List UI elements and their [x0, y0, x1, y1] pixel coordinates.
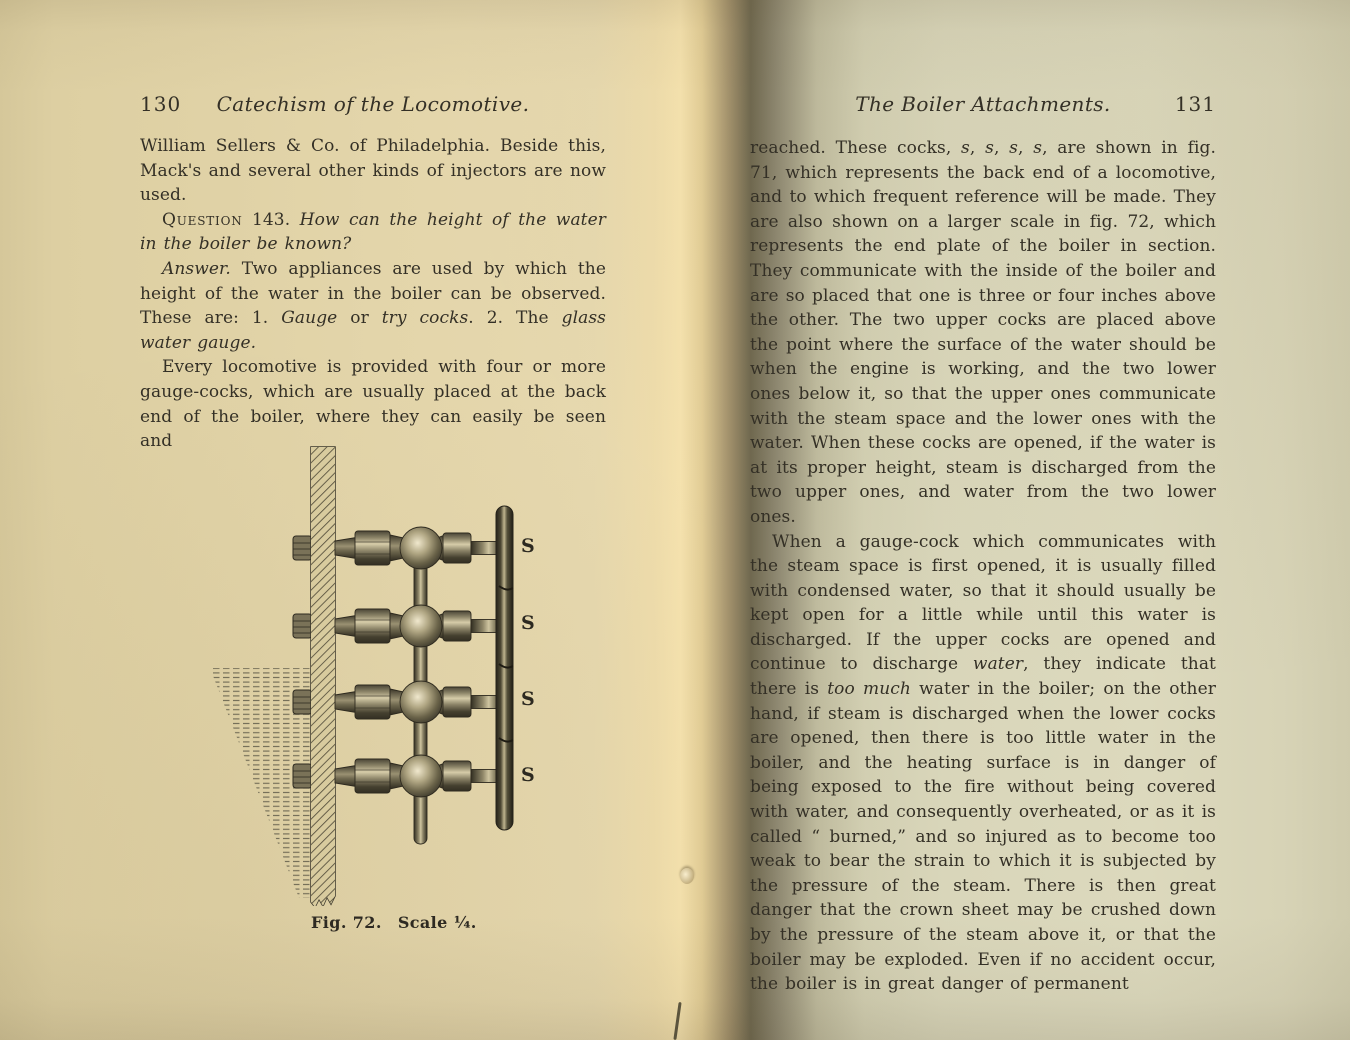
text-run: Gauge — [281, 308, 338, 329]
figure-caption-scale: Scale ¼. — [397, 913, 477, 932]
text-run: Question — [162, 209, 243, 230]
text-run: When a gauge-cock which communicates with the steam space is first opened, it is usually filled with condensed water, so that it should usually be kept open for a little while until this water is discharged. If the upper cocks are opened and continue to discharge — [750, 531, 1216, 675]
s-label: S — [521, 535, 535, 557]
gauge-cock — [335, 755, 505, 797]
right-page-header — [750, 92, 1216, 116]
s-label: S — [521, 688, 535, 710]
text-run: water in the boiler; on the other hand, if steam is discharged when the lower cocks are opened, then there is too little water in the boiler, and the heating surface is in danger of being exposed to the fire without being covered with water, and consequently overheated, or as it is called “ burned,” and so injured as to become too weak to bear the strain to which it is subjected by the pressure of the steam. There is then great danger that the crown sheet may be crushed down by the pressure of the steam above it, or that the boiler may be exploded. Even if no accident occur, the boiler is in great danger of permanent — [750, 679, 1216, 995]
right-running-title: The Boiler Attachments. — [855, 92, 1111, 116]
text-run: s — [1009, 138, 1018, 158]
text-run: , — [969, 138, 986, 158]
left-text-column — [140, 134, 606, 454]
right-page-number: 131 — [1174, 92, 1216, 116]
text-run: , — [1018, 138, 1034, 158]
left-page-number: 130 — [140, 92, 182, 116]
paragraph — [140, 134, 606, 208]
figure-caption — [311, 913, 477, 932]
text-run: , — [993, 138, 1010, 158]
figure-caption-label: Fig. 72. — [311, 913, 382, 932]
s-label: S — [521, 764, 535, 786]
gauge-cock — [335, 527, 505, 569]
gauge-cock — [335, 605, 505, 647]
text-run: s — [961, 138, 970, 158]
text-run: s — [985, 138, 994, 158]
text-run: , are shown in fig. 71, which represents the back end of a locomotive, and to which frequent reference will be made. They are also shown on a larger scale in fig. 72, which represents the end plate of the boiler in section. They communicate with the inside of the boiler and are so placed that one is three or four inches above the other. The two upper cocks are placed above the point where the surface of the water should be when the engine is working, and the two lower ones below it, so that the upper ones communicate with the steam space and the lower ones with the water. When these cocks are opened, if the water is at its proper height, steam is discharged from the two upper ones, and water from the two lower ones. — [750, 138, 1216, 527]
gauge-cocks-illustration — [193, 436, 625, 906]
gutter-nick — [680, 868, 694, 884]
text-run: William Sellers & Co. of Philadelphia. Beside this, Mack's and several other kinds of injectors are now used. — [140, 136, 606, 206]
text-run: . 2. The — [468, 308, 562, 329]
text-run: Two appliances are used by which the height of the water in the boiler can be observed. These are: 1. — [140, 258, 606, 329]
text-run: try cocks — [381, 308, 469, 329]
text-run: Every locomotive is provided with four or more gauge-cocks, which are usually placed at the back end of the boiler, where they can easily be seen and — [140, 357, 606, 452]
paragraph — [750, 530, 1216, 997]
text-run: or — [337, 308, 382, 329]
discharge-rod — [496, 506, 513, 830]
text-run: 143. — [242, 209, 300, 230]
text-run: Answer. — [162, 258, 231, 279]
text-run: , they indicate that there is — [750, 654, 1216, 700]
gauge-cock — [335, 681, 505, 723]
figure-72 — [193, 436, 625, 944]
text-run: s — [1033, 138, 1043, 158]
right-text-column — [750, 136, 1216, 997]
text-run: water — [972, 654, 1024, 675]
text-run: too much — [827, 679, 911, 700]
left-page-header — [140, 92, 606, 116]
text-run: How can the height of the water in the boiler be known? — [140, 209, 606, 255]
paragraph — [140, 208, 606, 257]
text-run: reached. These cocks, — [750, 138, 962, 158]
paragraph — [140, 257, 606, 355]
gutter-crack — [673, 1002, 681, 1040]
paragraph — [750, 136, 1216, 530]
s-label: S — [521, 612, 535, 634]
text-run: glass water gauge. — [140, 308, 606, 353]
left-running-title: Catechism of the Locomotive. — [216, 92, 530, 116]
